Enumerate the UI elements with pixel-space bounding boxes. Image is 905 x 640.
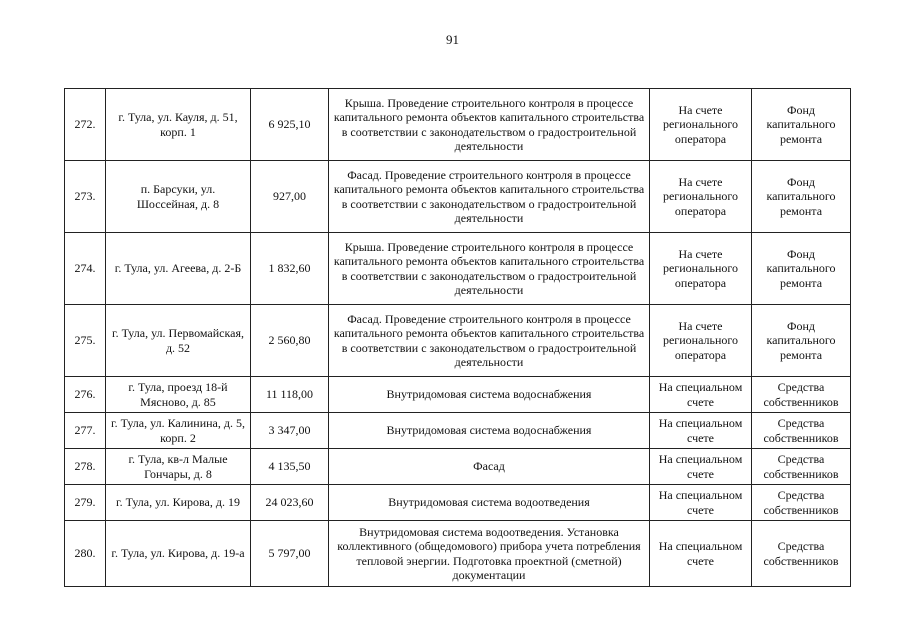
address-cell: г. Тула, кв-л Малые Гончары, д. 8 (106, 449, 251, 485)
account-cell: На счете регионального оператора (650, 305, 752, 377)
work-type-cell: Фасад. Проведение строительного контроля в процессе капитального ремонта объектов капитального строительства в соответствии с законодательством о градостроительной деятельности (329, 305, 650, 377)
table-row (65, 449, 851, 485)
funding-source-cell: Фонд капитального ремонта (752, 233, 851, 305)
row-number: 275. (65, 305, 106, 377)
area-cell: 24 023,60 (251, 485, 329, 521)
area-cell: 2 560,80 (251, 305, 329, 377)
funding-source-cell: Средства собственников (752, 485, 851, 521)
area-cell: 6 925,10 (251, 89, 329, 161)
funding-source-cell: Фонд капитального ремонта (752, 89, 851, 161)
funding-source-cell: Средства собственников (752, 413, 851, 449)
area-cell: 4 135,50 (251, 449, 329, 485)
address-cell: п. Барсуки, ул. Шоссейная, д. 8 (106, 161, 251, 233)
table-row (65, 233, 851, 305)
table-row (65, 521, 851, 587)
address-cell: г. Тула, ул. Кирова, д. 19 (106, 485, 251, 521)
area-cell: 11 118,00 (251, 377, 329, 413)
address-cell: г. Тула, проезд 18-й Мясново, д. 85 (106, 377, 251, 413)
row-number: 273. (65, 161, 106, 233)
account-cell: На счете регионального оператора (650, 233, 752, 305)
funding-source-cell: Средства собственников (752, 521, 851, 587)
funding-source-cell: Фонд капитального ремонта (752, 305, 851, 377)
row-number: 272. (65, 89, 106, 161)
area-cell: 927,00 (251, 161, 329, 233)
work-type-cell: Внутридомовая система водоснабжения (329, 413, 650, 449)
address-cell: г. Тула, ул. Первомайская, д. 52 (106, 305, 251, 377)
work-type-cell: Внутридомовая система водоотведения (329, 485, 650, 521)
area-cell: 1 832,60 (251, 233, 329, 305)
table-row (65, 377, 851, 413)
account-cell: На счете регионального оператора (650, 89, 752, 161)
address-cell: г. Тула, ул. Калинина, д. 5, корп. 2 (106, 413, 251, 449)
page-number: 91 (446, 32, 459, 47)
area-cell: 3 347,00 (251, 413, 329, 449)
row-number: 274. (65, 233, 106, 305)
table-row (65, 305, 851, 377)
funding-source-cell: Средства собственников (752, 449, 851, 485)
table-row (65, 485, 851, 521)
work-type-cell: Крыша. Проведение строительного контроля в процессе капитального ремонта объектов капитального строительства в соответствии с законодательством о градостроительной деятельности (329, 89, 650, 161)
work-type-cell: Внутридомовая система водоотведения. Установка коллективного (общедомового) прибора учета потребления тепловой энергии. Подготовка проектной (сметной) документации (329, 521, 650, 587)
funding-source-cell: Фонд капитального ремонта (752, 161, 851, 233)
table-row (65, 161, 851, 233)
row-number: 277. (65, 413, 106, 449)
work-type-cell: Фасад. Проведение строительного контроля в процессе капитального ремонта объектов капитального строительства в соответствии с законодательством о градостроительной деятельности (329, 161, 650, 233)
work-type-cell: Внутридомовая система водоснабжения (329, 377, 650, 413)
capital-repair-table (64, 88, 851, 587)
address-cell: г. Тула, ул. Агеева, д. 2-Б (106, 233, 251, 305)
account-cell: На специальном счете (650, 377, 752, 413)
account-cell: На специальном счете (650, 449, 752, 485)
work-type-cell: Крыша. Проведение строительного контроля в процессе капитального ремонта объектов капитального строительства в соответствии с законодательством о градостроительной деятельности (329, 233, 650, 305)
row-number: 280. (65, 521, 106, 587)
area-cell: 5 797,00 (251, 521, 329, 587)
table-row (65, 413, 851, 449)
row-number: 278. (65, 449, 106, 485)
row-number: 276. (65, 377, 106, 413)
funding-source-cell: Средства собственников (752, 377, 851, 413)
account-cell: На счете регионального оператора (650, 161, 752, 233)
table-row (65, 89, 851, 161)
account-cell: На специальном счете (650, 485, 752, 521)
address-cell: г. Тула, ул. Кауля, д. 51, корп. 1 (106, 89, 251, 161)
address-cell: г. Тула, ул. Кирова, д. 19-а (106, 521, 251, 587)
work-type-cell: Фасад (329, 449, 650, 485)
account-cell: На специальном счете (650, 521, 752, 587)
account-cell: На специальном счете (650, 413, 752, 449)
row-number: 279. (65, 485, 106, 521)
